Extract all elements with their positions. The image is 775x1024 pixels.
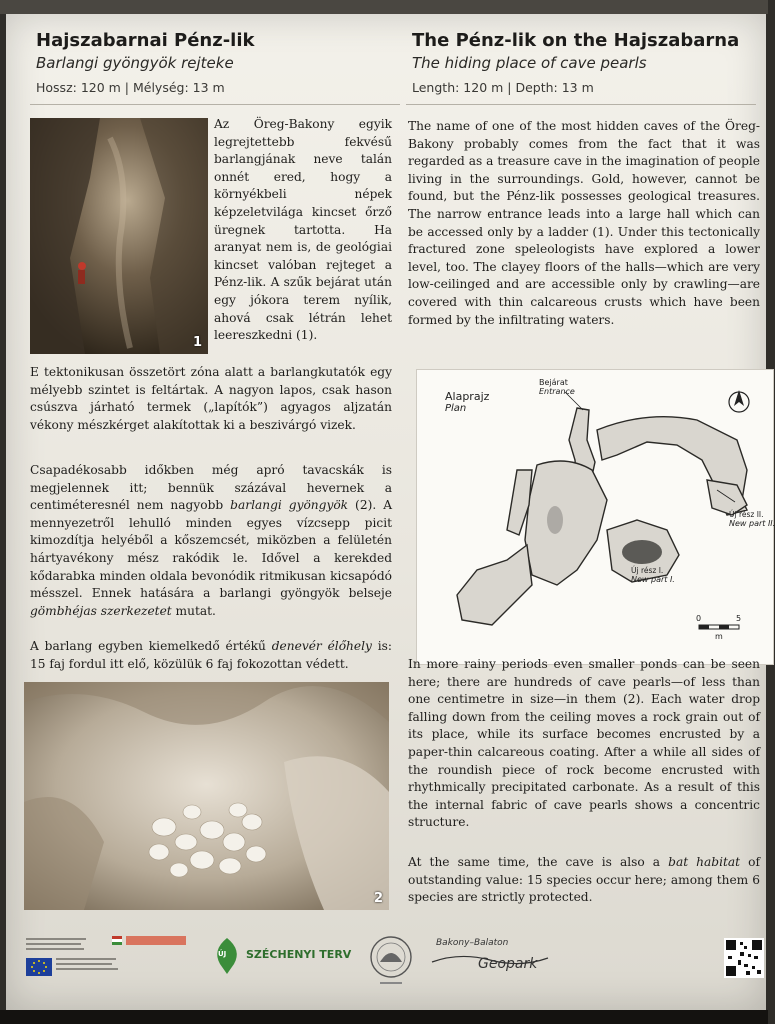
hu-paragraph-4 [30, 638, 392, 673]
map-new-part-1-label [631, 566, 675, 584]
hu-paragraph-1: Az Öreg-Bakony egyik legrejtettebb fekvésű barlangjának neve talán onnét ered, hogy a környékbeli népek képzeletvilága kincset őrző üregnek tartotta. Ha aranyat nem is, de geológiai kincset valóban rejteget a Pénz-lik. A szűk bejárat után egy jókora terem nyílik, ahová csak létrán lehet leereszkedni (1). [214, 117, 392, 343]
hu-paragraph-4-text-a: A barlang egyben kiemelkedő értékű [30, 639, 272, 653]
eu-funding-logo [26, 934, 126, 994]
hu-divider [30, 104, 400, 105]
en-paragraph-3-text-a: At the same time, the cave is also a [408, 855, 669, 869]
sponsor-logos [26, 928, 766, 998]
cave-shaft-photo [30, 118, 208, 354]
hu-paragraph-3-text-c: mutat. [171, 603, 216, 618]
north-arrow-icon [729, 390, 749, 412]
photo-2-number: 2 [373, 891, 383, 906]
scale-bar [699, 625, 739, 629]
photo-1-number: 1 [192, 335, 202, 350]
map-new-part-2-en: New part II. [729, 519, 775, 528]
hu-paragraph-4-text-b: is: 15 faj fordul itt elő, közülük 6 faj fokozottan védett. [30, 639, 392, 671]
map-scale-unit: m [715, 632, 723, 641]
qr-code-icon [724, 938, 764, 978]
cave-plan-map [416, 369, 774, 665]
map-new-part-1-hu: Új rész I. [631, 566, 664, 575]
map-new-part-2-label [729, 510, 775, 528]
en-paragraph-3 [408, 854, 760, 907]
en-paragraph-3-text-b: of outstanding value: 15 species occur here; among them 6 species are strictly protected. [408, 855, 760, 905]
map-new-part-1-en: New part I. [631, 575, 675, 584]
map-scale-zero: 0 [696, 614, 702, 623]
szechenyi-leaf-icon [212, 936, 242, 976]
hu-subtitle: Barlangi gyöngyök rejteke [36, 54, 234, 72]
hungarian-flag-logo [112, 934, 202, 974]
en-stats: Length: 120 m | Depth: 13 m [412, 80, 594, 95]
hu-paragraph-3-text-b: (2). A mennyezetről lehulló minden egyes vízcsepp picit kimozdítja helyéből a kőszemcsét, miközben a felületén hártyavékony mész rakódik le. Idővel a kerekded kődarabka minden oldala bevonódik ritmikusan kicsapódó mésszel. Ennek hatására a barlangi gyöngyök belseje [30, 498, 392, 601]
hu-term-concentric: gömbhéjas szerkezetet [30, 603, 172, 618]
hu-paragraph-3-text-a: Csapadékosabb időkben még apró tavacskák is megjelennek itt; bennük százával hevernek a centiméteresnél nem nagyobb [30, 463, 392, 513]
hu-term-cave-pearls: barlangi gyöngyök [230, 498, 349, 513]
map-new-part-2-hu: Új rész II. [729, 510, 764, 519]
map-entrance-hu: Bejárat [539, 378, 568, 387]
map-title-en: Plan [445, 403, 467, 414]
map-scale-five: 5 [736, 614, 742, 623]
en-subtitle: The hiding place of cave pearls [412, 54, 647, 72]
cave-pearls-photo [24, 682, 389, 910]
en-paragraph-2: In more rainy periods even smaller ponds can be seen here; there are hundreds of cave pearls—of less than one centimetre in size—in them (2). Each water drop falling down from the ceiling moves a rock grain out of its place, while its surface becomes encrusted by a paper-thin calcareous coating. After a while all sides of the roundish piece of rock become encrusted with rhythmically precipitated carbonate. As a result of this the internal fabric of cave pearls shows a concentric structure. [408, 657, 760, 830]
geopark-logo-main: Geopark [478, 956, 538, 972]
sign-frame-top [0, 0, 768, 14]
geopark-logo-top: Bakony–Balaton [436, 938, 509, 948]
en-title: The Pénz-lik on the Hajszabarna [412, 30, 740, 51]
map-title [445, 390, 489, 414]
hu-term-bat-habitat: denevér élőhely [271, 639, 372, 653]
sign-frame-bottom [0, 1010, 768, 1024]
map-entrance-label [539, 378, 575, 396]
hu-paragraph-3 [30, 462, 392, 620]
szechenyi-terv-logo: SZÉCHENYI TERV [246, 948, 352, 961]
map-title-hu: Alaprajz [445, 390, 490, 403]
en-divider [406, 104, 756, 105]
hu-title: Hajszabarnai Pénz-lik [36, 30, 255, 51]
szechenyi-badge: ÚJ [218, 950, 227, 958]
info-sign [6, 14, 775, 1010]
cave-pearls-image [24, 682, 389, 910]
en-paragraph-1: The name of one of the most hidden caves of the Öreg-Bakony probably comes from the fact that it was regarded as a treasure cave in the imagination of people living in the surroundings. Gold, however, cannot be found, but the Pénz-lik possesses geological treasures. The narrow entrance leads into a large hall which can be accessed only by a ladder (1). Under this tectonically fractured zone speleologists have explored a lower level, too. The clayey floors of the halls—which are very low-ceilinged and are accessible only by crawling—are covered with thin calcareous crusts which have been formed by the infiltrating waters. [408, 119, 760, 327]
hu-stats: Hossz: 120 m | Mélység: 13 m [36, 80, 225, 95]
hu-paragraph-2: E tektonikusan összetört zóna alatt a barlangkutatók egy mélyebb szintet is feltártak. A nagyon lapos, csak hason csúszva járható termek („lapítók”) agyagos aljzatán vékony mészkérget alakítottak ki a beszivárgó vizek. [30, 365, 392, 432]
en-term-bat-habitat: bat habitat [668, 855, 741, 869]
cave-shaft-image [30, 118, 208, 354]
map-entrance-en: Entrance [539, 387, 575, 396]
cave-plan-drawing [417, 370, 773, 664]
national-park-seal-icon [366, 932, 416, 988]
